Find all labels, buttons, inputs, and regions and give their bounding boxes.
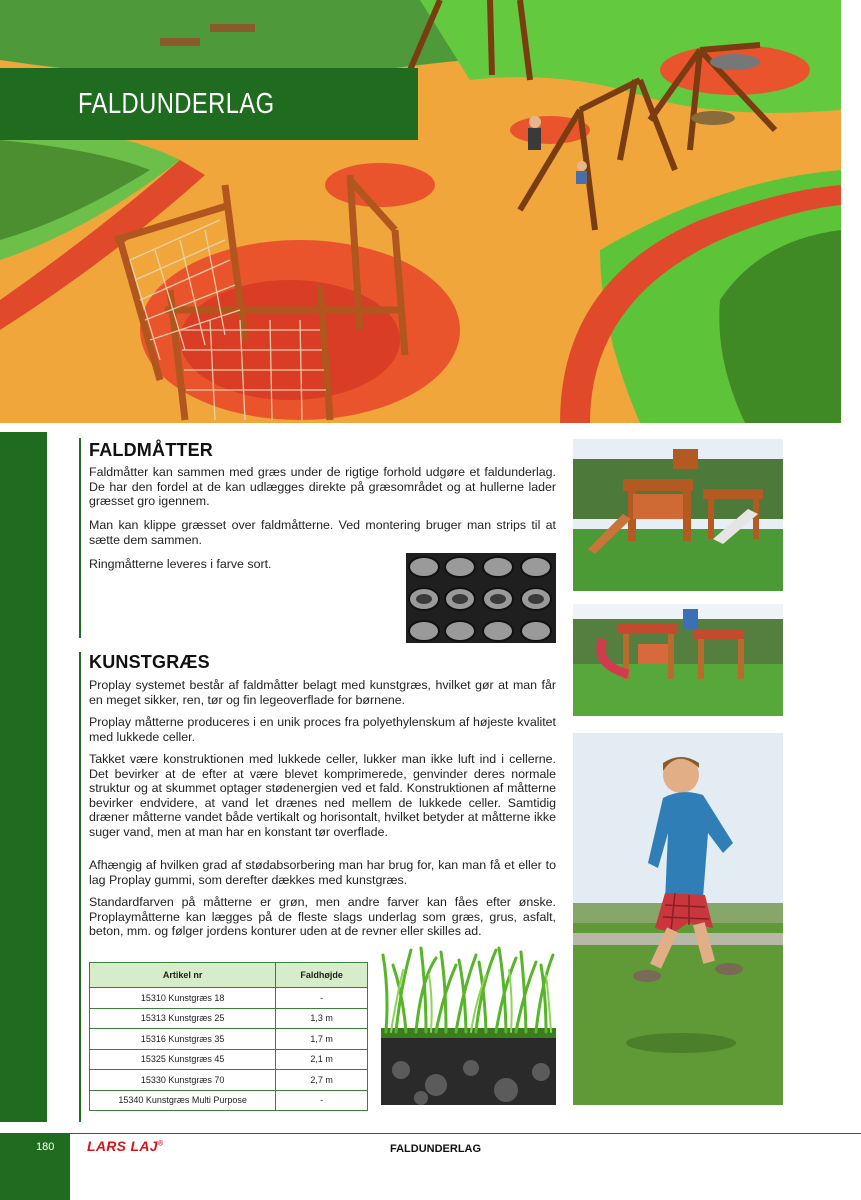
- cell-fall-height: -: [276, 988, 368, 1009]
- table-row: [90, 988, 368, 1009]
- brand-logo: [87, 1138, 163, 1154]
- playground-photo-1: [573, 439, 783, 591]
- section-heading-kunstgraes: KUNSTGRÆS: [89, 652, 210, 672]
- footer-section-title: FALDUNDERLAG: [390, 1143, 482, 1155]
- table-row: [90, 1090, 368, 1111]
- page-number: 180: [36, 1141, 55, 1153]
- cell-article: 15310 Kunstgræs 18: [90, 988, 276, 1009]
- column-header: Artikel nr: [90, 963, 276, 988]
- cell-article: 15340 Kunstgræs Multi Purpose: [90, 1090, 276, 1111]
- footer-rule: [70, 1133, 861, 1134]
- paragraph: Standardfarven på måtterne er grøn, men andre farver kan fåes efter ønske. Proplaymåtterne kan lægges på de fleste slags underlag som græs, grus, asfalt, beton, mm. og følger jordens konturer uden at de revner eller skilles ad.: [89, 895, 556, 939]
- paragraph: Man kan klippe græsset over faldmåtterne. Ved montering bruger man strips til at sætte dem sammen.: [89, 518, 556, 547]
- playground-photo-2: [573, 604, 783, 716]
- cell-article: 15325 Kunstgræs 45: [90, 1049, 276, 1070]
- paragraph: Proplay systemet består af faldmåtter belagt med kunstgræs, hvilket gør at man får en meget sikker, ren, tør og fin legeoverflade for børnene.: [89, 678, 556, 707]
- playground-illustration: [0, 0, 841, 423]
- table-row: [90, 1029, 368, 1050]
- cell-fall-height: 2,7 m: [276, 1070, 368, 1091]
- section-divider-line: [79, 438, 81, 638]
- footer-color-block: [0, 1133, 70, 1200]
- section-divider-line: [79, 652, 81, 1122]
- paragraph: Afhængig af hvilken grad af stødabsorbering man har brug for, kan man få et eller to lag Proplay gummi, som derefter dækkes med kunstgræs.: [89, 858, 556, 887]
- section-heading-faldmatter: FALDMÅTTER: [89, 440, 213, 460]
- cell-article: 15330 Kunstgræs 70: [90, 1070, 276, 1091]
- paragraph: Faldmåtter kan sammen med græs under de rigtige forhold udgøre et faldunderlag. De har den fordel at de kan udlægges direkte på græsområdet og at hullerne lader græsset gro igennem.: [89, 465, 556, 509]
- column-header: Faldhøjde: [276, 963, 368, 988]
- table-row: [90, 1049, 368, 1070]
- brand-name: LARS LAJ: [87, 1138, 158, 1154]
- hero-photo: [0, 0, 841, 423]
- cell-fall-height: 2,1 m: [276, 1049, 368, 1070]
- page-title: FALDUNDERLAG: [78, 88, 275, 120]
- table-row: [90, 1008, 368, 1029]
- cell-article: 15316 Kunstgræs 35: [90, 1029, 276, 1050]
- paragraph: Takket være konstruktionen med lukkede celler, lukker man ikke luft ind i cellerne. Det bevirker at de efter at være blevet komprimerede, genvinder deres normale struktur og at skummet optager stødenergien ved et fald. Konstruktionen af måtterne bevirker endvidere, at vand let drænes ned mellem de lukkede celler. Samtidig dræner måtterne vandet både vertikalt og horisontalt, hvilket betyder at måtterne ikke suger vand, men at man har en konstant tør overflade.: [89, 752, 556, 839]
- cell-fall-height: -: [276, 1090, 368, 1111]
- cell-article: 15313 Kunstgræs 25: [90, 1008, 276, 1029]
- product-table: [89, 962, 368, 1111]
- left-color-rail: [0, 432, 47, 1122]
- cell-fall-height: 1,7 m: [276, 1029, 368, 1050]
- paragraph: Ringmåtterne leveres i farve sort.: [89, 557, 272, 571]
- registered-mark: ®: [157, 1140, 164, 1148]
- paragraph: Proplay måtterne produceres i en unik proces fra polyethylenskum af højeste kvalitet med lukkede celler.: [89, 715, 556, 744]
- cell-fall-height: 1,3 m: [276, 1008, 368, 1029]
- child-running-photo: [573, 733, 783, 1105]
- rubber-mat-photo: [406, 553, 556, 643]
- hero-title-banner: [0, 68, 418, 140]
- table-row: [90, 1070, 368, 1091]
- table-header-row: [90, 963, 368, 988]
- artificial-grass-photo: [381, 940, 556, 1105]
